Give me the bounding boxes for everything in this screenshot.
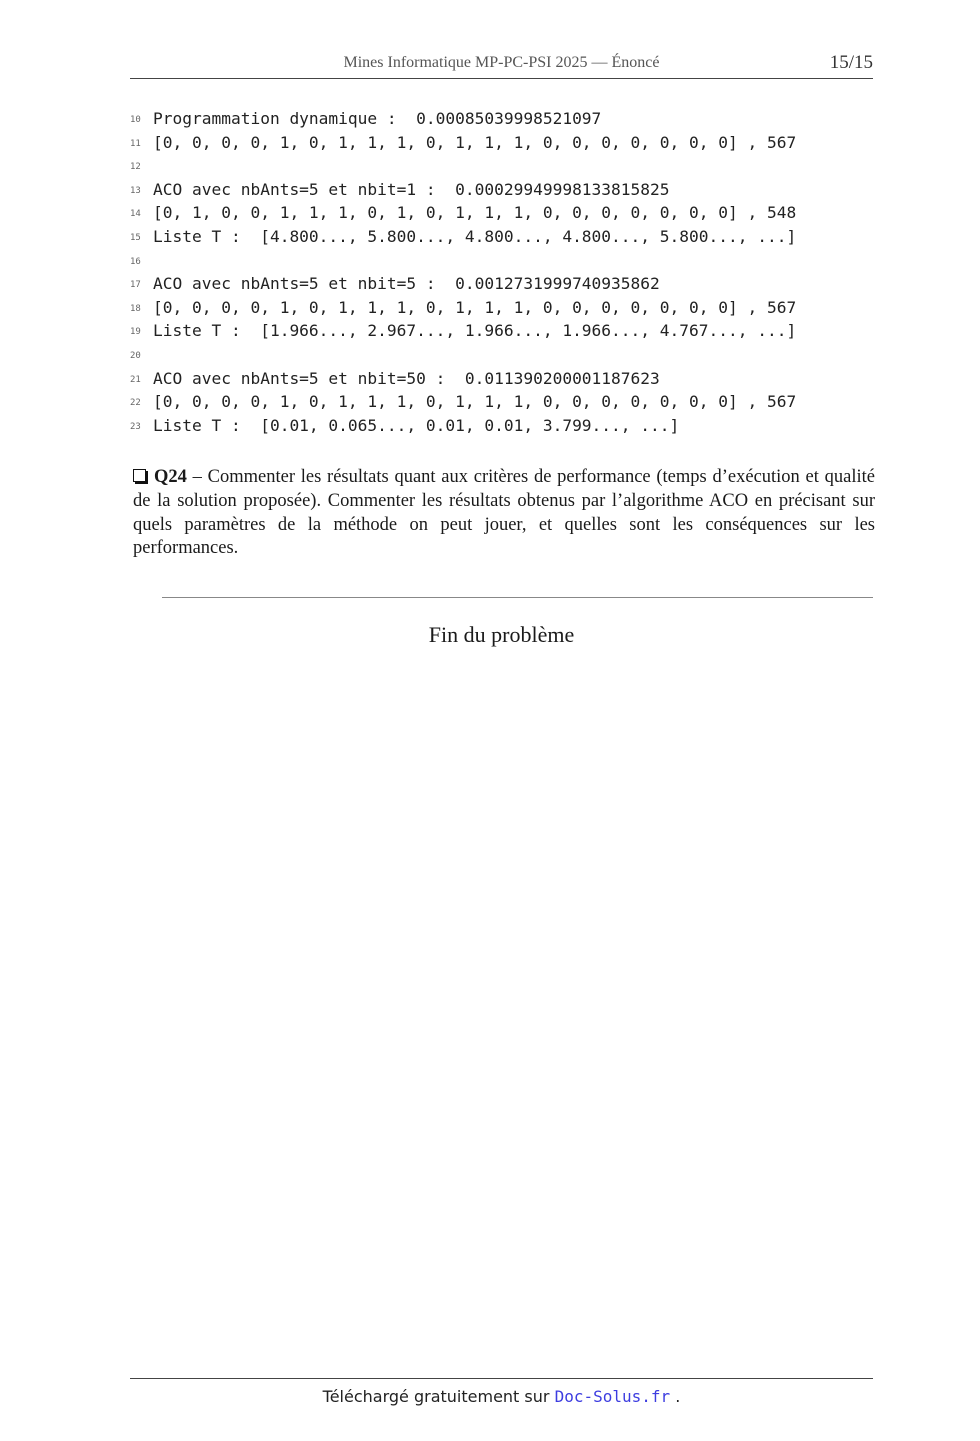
line-number: 21 [130, 374, 141, 385]
footer-suffix: . [670, 1387, 681, 1406]
end-of-problem-text: Fin du problème [428, 622, 575, 647]
code-listing [130, 107, 873, 437]
line-number: 22 [130, 398, 141, 409]
code-line [130, 367, 873, 391]
code-line [130, 225, 873, 249]
question-label: Q24 [154, 467, 187, 487]
question-separator: – [186, 467, 208, 487]
code-line [130, 319, 873, 343]
line-text: Liste T : [4.800..., 5.800..., 4.800..., 4.800..., 5.800..., ...] [153, 226, 797, 246]
footer-prefix: Téléchargé gratuitement sur [322, 1387, 555, 1406]
code-line [130, 131, 873, 155]
line-text: Programmation dynamique : 0.00085039998521097 [153, 109, 602, 128]
footer-divider [130, 1378, 873, 1379]
code-line [130, 343, 873, 367]
line-number: 14 [130, 209, 141, 220]
question-q24 [133, 466, 875, 561]
line-text: ACO avec nbAnts=5 et nbit=1 : 0.00029949998133815825 [153, 179, 670, 199]
checkbox-square-icon [133, 469, 146, 482]
code-line [130, 178, 873, 202]
line-number: 12 [130, 162, 141, 173]
section-divider [162, 597, 873, 598]
page-number: 15/15 [829, 52, 873, 73]
line-number: 13 [130, 185, 141, 196]
line-number: 11 [130, 138, 141, 149]
code-line [130, 296, 873, 320]
line-text: ACO avec nbAnts=5 et nbit=5 : 0.0012731999740935862 [153, 274, 660, 294]
line-text: Liste T : [0.01, 0.065..., 0.01, 0.01, 3.799..., ...] [153, 415, 680, 435]
question-text: Commenter les résultats quant aux critères de performance (temps d’exécution et qualité de la solution proposée). Commenter les résultats obtenus par l’algorithme ACO en précisant sur quels paramètres de la méthode on peut jouer, et quelles sont les conséquences sur les performances. [133, 467, 876, 559]
code-line [130, 414, 873, 438]
line-text: [0, 0, 0, 0, 1, 0, 1, 1, 1, 0, 1, 1, 1, 0, 0, 0, 0, 0, 0, 0] , 567 [153, 132, 797, 152]
line-number: 18 [130, 303, 141, 314]
header-title: Mines Informatique MP-PC-PSI 2025 — Énoncé [343, 54, 660, 71]
line-number: 16 [130, 256, 141, 267]
code-line [130, 201, 873, 225]
doc-solus-link[interactable]: Doc-Solus.fr [554, 1387, 671, 1406]
line-number: 23 [130, 421, 141, 432]
page-footer [130, 1387, 873, 1406]
line-number: 15 [130, 232, 141, 243]
line-number: 10 [130, 115, 141, 125]
line-number: 17 [130, 280, 141, 291]
line-text: [0, 1, 0, 0, 1, 1, 1, 0, 1, 0, 1, 1, 1, 0, 0, 0, 0, 0, 0, 0] , 548 [153, 203, 797, 223]
line-number: 20 [130, 350, 141, 361]
line-text: ACO avec nbAnts=5 et nbit=50 : 0.011390200001187623 [153, 368, 660, 388]
page-header [130, 52, 873, 79]
code-line [130, 107, 873, 131]
code-line [130, 249, 873, 273]
line-text: [0, 0, 0, 0, 1, 0, 1, 1, 1, 0, 1, 1, 1, 0, 0, 0, 0, 0, 0, 0] , 567 [153, 392, 797, 412]
code-line [130, 390, 873, 414]
line-text: Liste T : [1.966..., 2.967..., 1.966..., 1.966..., 4.767..., ...] [153, 321, 797, 341]
line-text: [0, 0, 0, 0, 1, 0, 1, 1, 1, 0, 1, 1, 1, 0, 0, 0, 0, 0, 0, 0] , 567 [153, 297, 797, 317]
line-number: 19 [130, 327, 141, 338]
code-line [130, 272, 873, 296]
code-line [130, 154, 873, 178]
